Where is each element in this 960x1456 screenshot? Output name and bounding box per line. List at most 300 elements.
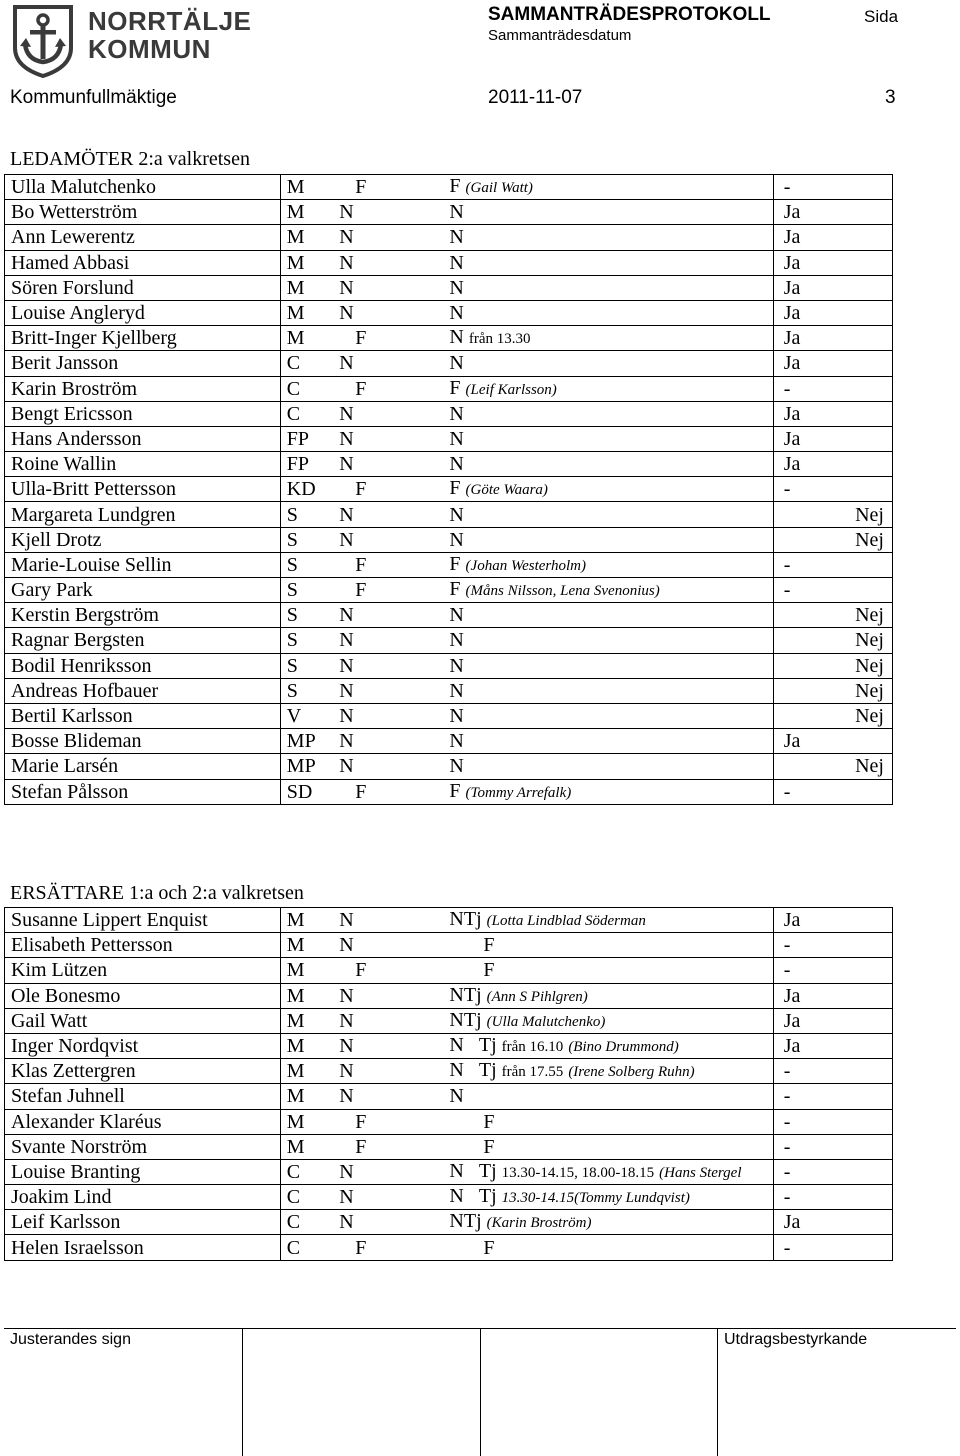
vote-cell bbox=[773, 754, 892, 779]
service-status: N bbox=[449, 629, 464, 652]
member-name: Ragnar Bergsten bbox=[11, 629, 145, 652]
table-row bbox=[5, 300, 893, 325]
party-cell bbox=[280, 1185, 329, 1210]
vote-cell bbox=[773, 1109, 892, 1134]
presence-cell bbox=[329, 779, 443, 804]
presence-status: N bbox=[339, 226, 354, 249]
party-cell bbox=[280, 552, 329, 577]
member-name-cell bbox=[5, 729, 281, 754]
vote: Nej bbox=[855, 654, 884, 677]
service-tj: Tj bbox=[478, 1034, 497, 1057]
presence-cell bbox=[329, 578, 443, 603]
party: SD bbox=[286, 780, 313, 803]
table-row bbox=[5, 275, 893, 300]
member-name-cell bbox=[5, 175, 281, 200]
presence-cell bbox=[329, 552, 443, 577]
presence-status: N bbox=[339, 1085, 354, 1108]
presence-cell bbox=[329, 275, 443, 300]
service-cell bbox=[443, 1059, 773, 1084]
presence-status: F bbox=[355, 327, 367, 350]
presence-status: N bbox=[339, 251, 354, 274]
vote-cell bbox=[773, 653, 892, 678]
vote-cell bbox=[773, 779, 892, 804]
presence-status: N bbox=[339, 528, 354, 551]
table-row bbox=[5, 1210, 893, 1235]
presence-status: N bbox=[339, 1186, 354, 1209]
presence-cell bbox=[329, 477, 443, 502]
service-cell bbox=[443, 653, 773, 678]
presence-status: F bbox=[355, 553, 367, 576]
vote: - bbox=[783, 1236, 791, 1259]
presence-cell bbox=[329, 401, 443, 426]
service-status: F bbox=[483, 1236, 495, 1259]
party-cell bbox=[280, 578, 329, 603]
service-status: N bbox=[449, 730, 464, 753]
vote: Nej bbox=[855, 705, 884, 728]
presence-cell bbox=[329, 250, 443, 275]
presence-cell bbox=[329, 452, 443, 477]
presence-cell bbox=[329, 1159, 443, 1184]
service-status: F bbox=[449, 552, 461, 575]
member-name-cell bbox=[5, 908, 281, 933]
member-name: Karin Broström bbox=[11, 377, 138, 400]
replacement-note: 13.30-14.15(Tommy Lundqvist) bbox=[501, 1190, 690, 1207]
party: M bbox=[286, 1135, 305, 1158]
service-status: N bbox=[449, 352, 464, 375]
presence-status: F bbox=[355, 478, 367, 501]
replacement-note: (Karin Broström) bbox=[486, 1215, 592, 1232]
vote-cell bbox=[773, 250, 892, 275]
presence-cell bbox=[329, 933, 443, 958]
party-cell bbox=[280, 401, 329, 426]
presence-status: N bbox=[339, 1009, 354, 1032]
service-status: F bbox=[449, 578, 461, 601]
service-status: N bbox=[449, 705, 464, 728]
presence-status: N bbox=[339, 934, 354, 957]
party-cell bbox=[280, 1159, 329, 1184]
meeting-body: Kommunfullmäktige bbox=[10, 87, 177, 108]
party-cell bbox=[280, 628, 329, 653]
member-name: Andreas Hofbauer bbox=[11, 679, 159, 702]
member-name-cell bbox=[5, 1084, 281, 1109]
substitutes-table bbox=[4, 907, 893, 1261]
party: MP bbox=[286, 755, 316, 778]
replacement-note: (Gail Watt) bbox=[465, 180, 533, 197]
presence-status: N bbox=[339, 1060, 354, 1083]
service-time: från 16.10 bbox=[501, 1039, 564, 1056]
party: S bbox=[286, 629, 298, 652]
member-name: Susanne Lippert Enquist bbox=[11, 909, 208, 932]
party-cell bbox=[280, 527, 329, 552]
service-cell bbox=[443, 779, 773, 804]
member-name-cell bbox=[5, 527, 281, 552]
members-table bbox=[4, 174, 893, 805]
member-name-cell bbox=[5, 578, 281, 603]
party: S bbox=[286, 679, 298, 702]
vote-cell bbox=[773, 729, 892, 754]
vote-cell bbox=[773, 401, 892, 426]
service-cell bbox=[443, 326, 773, 351]
member-name: Gary Park bbox=[11, 579, 93, 602]
presence-status: N bbox=[339, 604, 354, 627]
presence-status: N bbox=[339, 352, 354, 375]
party: V bbox=[286, 705, 302, 728]
service-cell bbox=[443, 1008, 773, 1033]
service-status: N bbox=[449, 679, 464, 702]
service-cell bbox=[443, 200, 773, 225]
vote: Nej bbox=[855, 755, 884, 778]
service-status: N bbox=[449, 503, 464, 526]
party-cell bbox=[280, 779, 329, 804]
member-name-cell bbox=[5, 983, 281, 1008]
vote-cell bbox=[773, 527, 892, 552]
party-cell bbox=[280, 175, 329, 200]
table-row bbox=[5, 200, 893, 225]
member-name: Bodil Henriksson bbox=[11, 654, 152, 677]
vote-cell bbox=[773, 1059, 892, 1084]
member-name: Bertil Karlsson bbox=[11, 705, 133, 728]
member-name: Inger Nordqvist bbox=[11, 1035, 139, 1058]
vote-cell bbox=[773, 1084, 892, 1109]
service-cell bbox=[443, 678, 773, 703]
presence-cell bbox=[329, 1059, 443, 1084]
member-name-cell bbox=[5, 477, 281, 502]
service-status: N bbox=[449, 302, 464, 325]
presence-status: F bbox=[355, 579, 367, 602]
table-row bbox=[5, 603, 893, 628]
service-status: F bbox=[449, 779, 461, 802]
vote: Nej bbox=[855, 629, 884, 652]
member-name: Stefan Juhnell bbox=[11, 1085, 125, 1108]
replacement-note: (Ulla Malutchenko) bbox=[486, 1013, 606, 1030]
vote: - bbox=[783, 1135, 791, 1158]
presence-status: N bbox=[339, 984, 354, 1007]
vote: Ja bbox=[783, 1009, 801, 1032]
replacement-note: (Bino Drummond) bbox=[568, 1039, 679, 1056]
table-row bbox=[5, 552, 893, 577]
party-cell bbox=[280, 250, 329, 275]
vote-cell bbox=[773, 225, 892, 250]
vote: - bbox=[783, 1160, 791, 1183]
presence-status: N bbox=[339, 302, 354, 325]
vote: Ja bbox=[783, 276, 801, 299]
party-cell bbox=[280, 1235, 329, 1260]
service-cell bbox=[443, 578, 773, 603]
replacement-note: (Johan Westerholm) bbox=[465, 557, 586, 574]
service-status: F bbox=[449, 477, 461, 500]
service-tj: Tj bbox=[478, 1159, 497, 1182]
vote: Nej bbox=[855, 503, 884, 526]
service-cell bbox=[443, 1210, 773, 1235]
service-cell bbox=[443, 754, 773, 779]
member-name-cell bbox=[5, 426, 281, 451]
party-cell bbox=[280, 477, 329, 502]
member-name-cell bbox=[5, 958, 281, 983]
vote-cell bbox=[773, 452, 892, 477]
party: M bbox=[286, 959, 305, 982]
member-name: Berit Jansson bbox=[11, 352, 119, 375]
presence-cell bbox=[329, 1235, 443, 1260]
presence-status: F bbox=[355, 1236, 367, 1259]
service-cell bbox=[443, 452, 773, 477]
member-name: Marie Larsén bbox=[11, 755, 119, 778]
party-cell bbox=[280, 1084, 329, 1109]
party: C bbox=[286, 352, 301, 375]
anchor-crest-icon bbox=[12, 4, 74, 78]
member-name-cell bbox=[5, 1235, 281, 1260]
presence-status: N bbox=[339, 1160, 354, 1183]
table-row bbox=[5, 628, 893, 653]
vote-cell bbox=[773, 628, 892, 653]
member-name-cell bbox=[5, 1008, 281, 1033]
presence-status: F bbox=[355, 176, 367, 199]
vote: - bbox=[783, 1085, 791, 1108]
page-label: Sida bbox=[864, 7, 899, 26]
member-name: Stefan Pålsson bbox=[11, 780, 129, 803]
vote-cell bbox=[773, 703, 892, 728]
presence-status: N bbox=[339, 201, 354, 224]
vote: Nej bbox=[855, 679, 884, 702]
presence-cell bbox=[329, 1033, 443, 1058]
presence-cell bbox=[329, 1084, 443, 1109]
vote-cell bbox=[773, 1033, 892, 1058]
member-name-cell bbox=[5, 275, 281, 300]
party-cell bbox=[280, 326, 329, 351]
member-name-cell bbox=[5, 502, 281, 527]
service-status: N bbox=[449, 1159, 464, 1182]
table-row bbox=[5, 351, 893, 376]
vote-cell bbox=[773, 502, 892, 527]
member-name: Alexander Klaréus bbox=[11, 1110, 162, 1133]
service-status: N bbox=[449, 1085, 464, 1108]
member-name: Elisabeth Pettersson bbox=[11, 934, 173, 957]
presence-cell bbox=[329, 983, 443, 1008]
service-status: F bbox=[483, 1110, 495, 1133]
vote: Ja bbox=[783, 251, 801, 274]
presence-status: N bbox=[339, 402, 354, 425]
presence-cell bbox=[329, 1210, 443, 1235]
table-row bbox=[5, 452, 893, 477]
party-cell bbox=[280, 200, 329, 225]
table-row bbox=[5, 1235, 893, 1260]
table-row bbox=[5, 1159, 893, 1184]
vote: Nej bbox=[855, 604, 884, 627]
presence-status: N bbox=[339, 909, 354, 932]
service-status: N bbox=[449, 1034, 464, 1057]
org-name-line2: KOMMUN bbox=[88, 34, 211, 64]
replacement-note: (Göte Waara) bbox=[465, 482, 548, 499]
member-name-cell bbox=[5, 1159, 281, 1184]
party-cell bbox=[280, 452, 329, 477]
member-name-cell bbox=[5, 754, 281, 779]
member-name-cell bbox=[5, 200, 281, 225]
service-status: N bbox=[449, 1059, 464, 1082]
vote: - bbox=[783, 377, 791, 400]
vote-cell bbox=[773, 1008, 892, 1033]
vote-cell bbox=[773, 958, 892, 983]
member-name: Roine Wallin bbox=[11, 453, 117, 476]
party-cell bbox=[280, 603, 329, 628]
presence-status: N bbox=[339, 679, 354, 702]
party: C bbox=[286, 1160, 301, 1183]
section-title-substitutes: ERSÄTTARE 1:a och 2:a valkretsen bbox=[10, 882, 304, 904]
vote-cell bbox=[773, 578, 892, 603]
service-cell bbox=[443, 703, 773, 728]
member-name: Joakim Lind bbox=[11, 1186, 112, 1209]
presence-status: N bbox=[339, 629, 354, 652]
member-name: Gail Watt bbox=[11, 1009, 88, 1032]
table-row bbox=[5, 779, 893, 804]
party: M bbox=[286, 1009, 305, 1032]
party: C bbox=[286, 1186, 301, 1209]
service-status: F bbox=[483, 934, 495, 957]
party: FP bbox=[286, 427, 310, 450]
party-cell bbox=[280, 754, 329, 779]
page-number: 3 bbox=[885, 87, 896, 108]
vote: - bbox=[783, 478, 791, 501]
party: C bbox=[286, 1211, 301, 1234]
service-status: N bbox=[449, 1185, 464, 1208]
service-cell bbox=[443, 1084, 773, 1109]
member-name: Louise Branting bbox=[11, 1160, 141, 1183]
member-name: Hans Andersson bbox=[11, 427, 142, 450]
service-status: N bbox=[449, 604, 464, 627]
presence-status: N bbox=[339, 503, 354, 526]
service-cell bbox=[443, 351, 773, 376]
member-name: Britt-Inger Kjellberg bbox=[11, 327, 177, 350]
replacement-note: från 13.30 bbox=[468, 331, 531, 348]
presence-status: N bbox=[339, 427, 354, 450]
party-cell bbox=[280, 1109, 329, 1134]
party-cell bbox=[280, 426, 329, 451]
signature-label: Justerandes sign bbox=[10, 1331, 131, 1348]
table-row bbox=[5, 1109, 893, 1134]
replacement-note: (Leif Karlsson) bbox=[465, 381, 557, 398]
service-cell bbox=[443, 527, 773, 552]
service-cell bbox=[443, 1134, 773, 1159]
party-cell bbox=[280, 958, 329, 983]
vote-cell bbox=[773, 983, 892, 1008]
table-row bbox=[5, 1059, 893, 1084]
table-row bbox=[5, 1084, 893, 1109]
service-status: F bbox=[483, 1135, 495, 1158]
vote: Nej bbox=[855, 528, 884, 551]
presence-cell bbox=[329, 527, 443, 552]
meeting-info bbox=[0, 87, 960, 111]
presence-cell bbox=[329, 653, 443, 678]
service-cell bbox=[443, 250, 773, 275]
vote: Ja bbox=[783, 909, 801, 932]
presence-cell bbox=[329, 326, 443, 351]
presence-status: N bbox=[339, 654, 354, 677]
signature-box-divider bbox=[717, 1328, 718, 1456]
vote: Ja bbox=[783, 352, 801, 375]
presence-cell bbox=[329, 1109, 443, 1134]
party: C bbox=[286, 402, 301, 425]
service-status: N bbox=[449, 755, 464, 778]
party-cell bbox=[280, 1008, 329, 1033]
service-status: N bbox=[449, 326, 464, 349]
member-name: Klas Zettergren bbox=[11, 1060, 136, 1083]
presence-cell bbox=[329, 225, 443, 250]
table-row bbox=[5, 175, 893, 200]
service-cell bbox=[443, 477, 773, 502]
vote-cell bbox=[773, 1134, 892, 1159]
member-name: Ulla-Britt Pettersson bbox=[11, 478, 176, 501]
party-cell bbox=[280, 300, 329, 325]
presence-status: N bbox=[339, 755, 354, 778]
vote: Ja bbox=[783, 302, 801, 325]
party: FP bbox=[286, 453, 310, 476]
table-row bbox=[5, 376, 893, 401]
party-cell bbox=[280, 908, 329, 933]
service-status: N bbox=[449, 402, 464, 425]
party: C bbox=[286, 377, 301, 400]
presence-cell bbox=[329, 200, 443, 225]
presence-status: F bbox=[355, 1110, 367, 1133]
vote-cell bbox=[773, 933, 892, 958]
party: M bbox=[286, 909, 305, 932]
table-row bbox=[5, 1134, 893, 1159]
party: M bbox=[286, 327, 305, 350]
member-name: Helen Israelsson bbox=[11, 1236, 144, 1259]
party: M bbox=[286, 302, 305, 325]
service-cell bbox=[443, 908, 773, 933]
party: M bbox=[286, 1060, 305, 1083]
member-name-cell bbox=[5, 653, 281, 678]
party-cell bbox=[280, 703, 329, 728]
table-row bbox=[5, 477, 893, 502]
party-cell bbox=[280, 225, 329, 250]
vote: - bbox=[783, 934, 791, 957]
presence-cell bbox=[329, 376, 443, 401]
member-name: Sören Forslund bbox=[11, 276, 134, 299]
section-title-members: LEDAMÖTER 2:a valkretsen bbox=[10, 148, 250, 170]
vote: - bbox=[783, 579, 791, 602]
member-name: Hamed Abbasi bbox=[11, 251, 130, 274]
presence-cell bbox=[329, 628, 443, 653]
replacement-note: (Måns Nilsson, Lena Svenonius) bbox=[465, 583, 660, 600]
service-cell bbox=[443, 729, 773, 754]
replacement-note: (Hans Stergel bbox=[659, 1164, 742, 1181]
party: KD bbox=[286, 478, 316, 501]
service-status: N bbox=[449, 427, 464, 450]
date-label: Sammanträdesdatum bbox=[488, 27, 632, 44]
presence-cell bbox=[329, 703, 443, 728]
vote-cell bbox=[773, 200, 892, 225]
service-status: F bbox=[449, 175, 461, 198]
replacement-note: (Lotta Lindblad Söderman bbox=[486, 913, 646, 930]
party: S bbox=[286, 654, 298, 677]
member-name: Margareta Lundgren bbox=[11, 503, 176, 526]
member-name-cell bbox=[5, 1210, 281, 1235]
presence-cell bbox=[329, 603, 443, 628]
service-status: N bbox=[449, 654, 464, 677]
member-name-cell bbox=[5, 225, 281, 250]
party-cell bbox=[280, 1033, 329, 1058]
presence-status: N bbox=[339, 1211, 354, 1234]
presence-status: F bbox=[355, 780, 367, 803]
vote: Ja bbox=[783, 402, 801, 425]
party: M bbox=[286, 276, 305, 299]
vote-cell bbox=[773, 1235, 892, 1260]
service-cell bbox=[443, 958, 773, 983]
member-name-cell bbox=[5, 1134, 281, 1159]
service-cell bbox=[443, 502, 773, 527]
vote: - bbox=[783, 959, 791, 982]
party-cell bbox=[280, 933, 329, 958]
presence-status: N bbox=[339, 730, 354, 753]
